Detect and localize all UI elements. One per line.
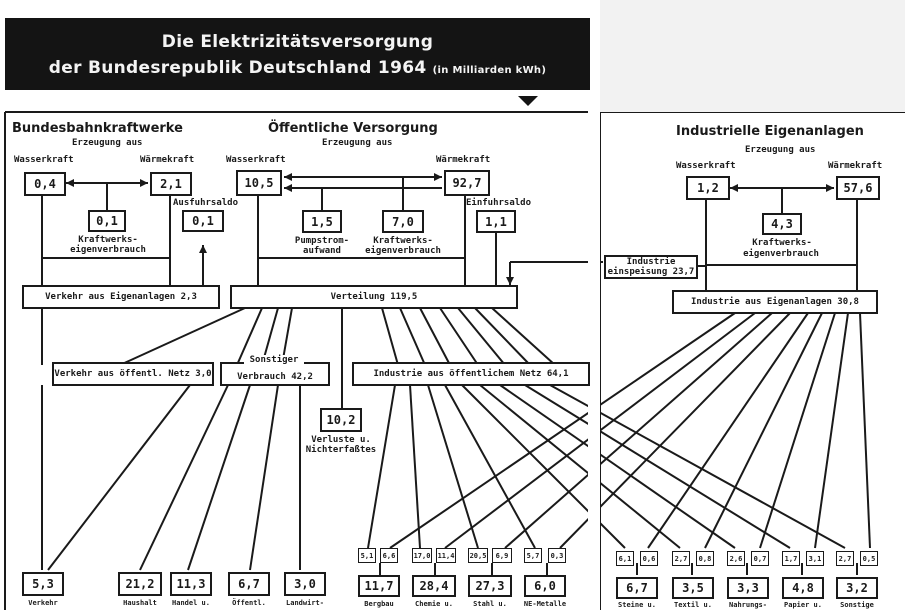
consumer-box-verkehr: 5,3	[22, 572, 64, 596]
oeff-verkehr-netz-bar: Verkehr aus öffentl. Netz 3,0	[52, 362, 214, 386]
consumer-label-landwirt: Landwirt-	[286, 599, 324, 607]
bahn-waerme-box: 2,1	[150, 172, 192, 196]
ind-target-box-textil: 3,5	[672, 577, 714, 599]
ind-erzeugung: Erzeugung aus	[745, 145, 816, 155]
ind-eigenanlagen-bar: Industrie aus Eigenanlagen 30,8	[672, 290, 878, 314]
ind-target-a-chemie: 17,0	[412, 548, 432, 563]
ind-target-label-stahl: Stahl u.	[473, 600, 507, 608]
ind-target-label-nahrung: Nahrungs-	[729, 601, 767, 609]
bahn-eigen-box: 0,1	[88, 210, 126, 232]
ind-target-box-steine: 6,7	[616, 577, 658, 599]
ind-target-b-ne-metalle: 0,3	[548, 548, 566, 563]
ind-target-box-papier: 4,8	[782, 577, 824, 599]
ind-target-b-stahl: 6,9	[492, 548, 512, 563]
consumer-box-oeffentl: 6,7	[228, 572, 270, 596]
oeff-verluste-label-1: Verluste u.	[311, 435, 371, 445]
oeff-pump-label-2: aufwand	[303, 246, 341, 256]
ind-target-label-textil: Textil u.	[674, 601, 712, 609]
ind-target-box-nahrung: 3,3	[727, 577, 769, 599]
page-right-shade	[600, 0, 905, 112]
title-line-2-text: der Bundesrepublik Deutschland 1964	[48, 58, 427, 78]
ind-target-a-sonstige: 2,7	[836, 551, 854, 566]
oeff-eigen-label-2: eigenverbrauch	[365, 246, 441, 256]
ind-target-label-sonstige: Sonstige	[840, 601, 874, 609]
ind-target-a-bergbau: 5,1	[358, 548, 376, 563]
title-unit: (in Milliarden kWh)	[432, 65, 547, 76]
consumer-label-handel: Handel u.	[172, 599, 210, 607]
consumer-label-oeffentl: Öffentl.	[232, 599, 266, 607]
oeff-eigen-label-1: Kraftwerks-	[373, 236, 433, 246]
ind-target-box-sonstige: 3,2	[836, 577, 878, 599]
oeff-erzeugung: Erzeugung aus	[322, 138, 393, 148]
ind-target-label-chemie: Chemie u.	[415, 600, 453, 608]
consumer-box-haushalt: 21,2	[118, 572, 162, 596]
consumer-box-handel: 11,3	[170, 572, 212, 596]
ind-target-a-papier: 1,7	[782, 551, 800, 566]
consumer-label-haushalt: Haushalt	[123, 599, 157, 607]
oeff-eigen-box: 7,0	[382, 210, 424, 233]
oeff-waerme-box: 92,7	[444, 170, 490, 196]
ind-target-label-steine: Steine u.	[618, 601, 656, 609]
ind-target-box-stahl: 27,3	[468, 575, 512, 597]
ind-target-a-ne-metalle: 5,7	[524, 548, 542, 563]
ind-waerme-box: 57,6	[836, 176, 880, 200]
oeff-industrie-netz-bar: Industrie aus öffentlichem Netz 64,1	[352, 362, 590, 386]
ind-target-b-bergbau: 6,6	[380, 548, 398, 563]
ind-target-b-nahrung: 0,7	[751, 551, 769, 566]
title-pointer-icon	[518, 96, 538, 106]
ind-target-box-bergbau: 11,7	[358, 575, 400, 597]
ind-target-label-ne-metalle: NE-Metalle	[523, 600, 567, 608]
bahn-wasser-label: Wasserkraft	[14, 155, 74, 165]
oeff-einfuhr-label: Einfuhrsaldo	[466, 198, 532, 208]
ind-einspeisung-label-1: Industrie	[626, 257, 676, 267]
oeff-pump-label-1: Pumpstrom-	[294, 236, 350, 246]
bahn-heading: Bundesbahnkraftwerke	[12, 121, 183, 136]
bahn-erzeugung: Erzeugung aus	[72, 138, 143, 148]
consumer-label-verkehr: Verkehr	[28, 599, 58, 607]
title-line-2	[5, 58, 590, 78]
oeff-verluste-box: 10,2	[320, 408, 362, 432]
ind-einspeisung-label-2: einspeisung 23,7	[607, 267, 695, 277]
ind-target-a-stahl: 20,5	[468, 548, 488, 563]
ind-target-b-sonstige: 0,5	[860, 551, 878, 566]
oeff-heading: Öffentliche Versorgung	[268, 121, 438, 136]
ind-eigen-label-1: Kraftwerks-	[752, 238, 812, 248]
ind-target-box-chemie: 28,4	[412, 575, 456, 597]
ind-target-label-bergbau: Bergbau	[364, 600, 394, 608]
ind-target-a-nahrung: 2,6	[727, 551, 745, 566]
ind-target-b-chemie: 11,4	[436, 548, 456, 563]
ind-einspeisung-box	[604, 255, 698, 279]
oeff-sonstiger-label: Sonstiger	[244, 355, 304, 365]
ind-waerme-label: Wärmekraft	[828, 161, 883, 171]
oeff-wasser-box: 10,5	[236, 170, 282, 196]
ind-eigen-label-2: eigenverbrauch	[743, 249, 819, 259]
bahn-eigen-label-1: Kraftwerks-	[78, 235, 138, 245]
bahn-eigen-label-2: eigenverbrauch	[70, 245, 146, 255]
ind-target-b-steine: 0,6	[640, 551, 658, 566]
oeff-waerme-label: Wärmekraft	[436, 155, 491, 165]
consumer-box-landwirt: 3,0	[284, 572, 326, 596]
page-gutter	[588, 0, 600, 610]
oeff-verteilung-bar: Verteilung 119,5	[230, 285, 518, 309]
bahn-ausfuhr-box: 0,1	[182, 210, 224, 232]
oeff-einfuhr-box: 1,1	[476, 210, 516, 233]
oeff-pump-box: 1,5	[302, 210, 342, 233]
oeff-wasser-label: Wasserkraft	[226, 155, 286, 165]
bahn-wasser-box: 0,4	[24, 172, 66, 196]
bahn-waerme-label: Wärmekraft	[140, 155, 195, 165]
ind-eigen-box: 4,3	[762, 213, 802, 235]
ind-target-label-papier: Papier u.	[784, 601, 822, 609]
ind-wasser-label: Wasserkraft	[676, 161, 736, 171]
ind-target-a-textil: 2,7	[672, 551, 690, 566]
ind-target-box-ne-metalle: 6,0	[524, 575, 566, 597]
title-banner	[5, 18, 590, 90]
ind-target-b-papier: 3,1	[806, 551, 824, 566]
bahn-verkehr-bar: Verkehr aus Eigenanlagen 2,3	[22, 285, 220, 309]
ind-target-a-steine: 6,1	[616, 551, 634, 566]
ind-heading: Industrielle Eigenanlagen	[676, 124, 864, 139]
title-line-1: Die Elektrizitätsversorgung	[161, 32, 434, 52]
oeff-sonstiger-bar: Verbrauch 42,2	[220, 362, 330, 386]
oeff-verluste-label-2: Nichterfaßtes	[305, 445, 377, 455]
ind-target-b-textil: 0,8	[696, 551, 714, 566]
ind-wasser-box: 1,2	[686, 176, 730, 200]
bahn-ausfuhr-label: Ausfuhrsaldo	[173, 198, 239, 208]
